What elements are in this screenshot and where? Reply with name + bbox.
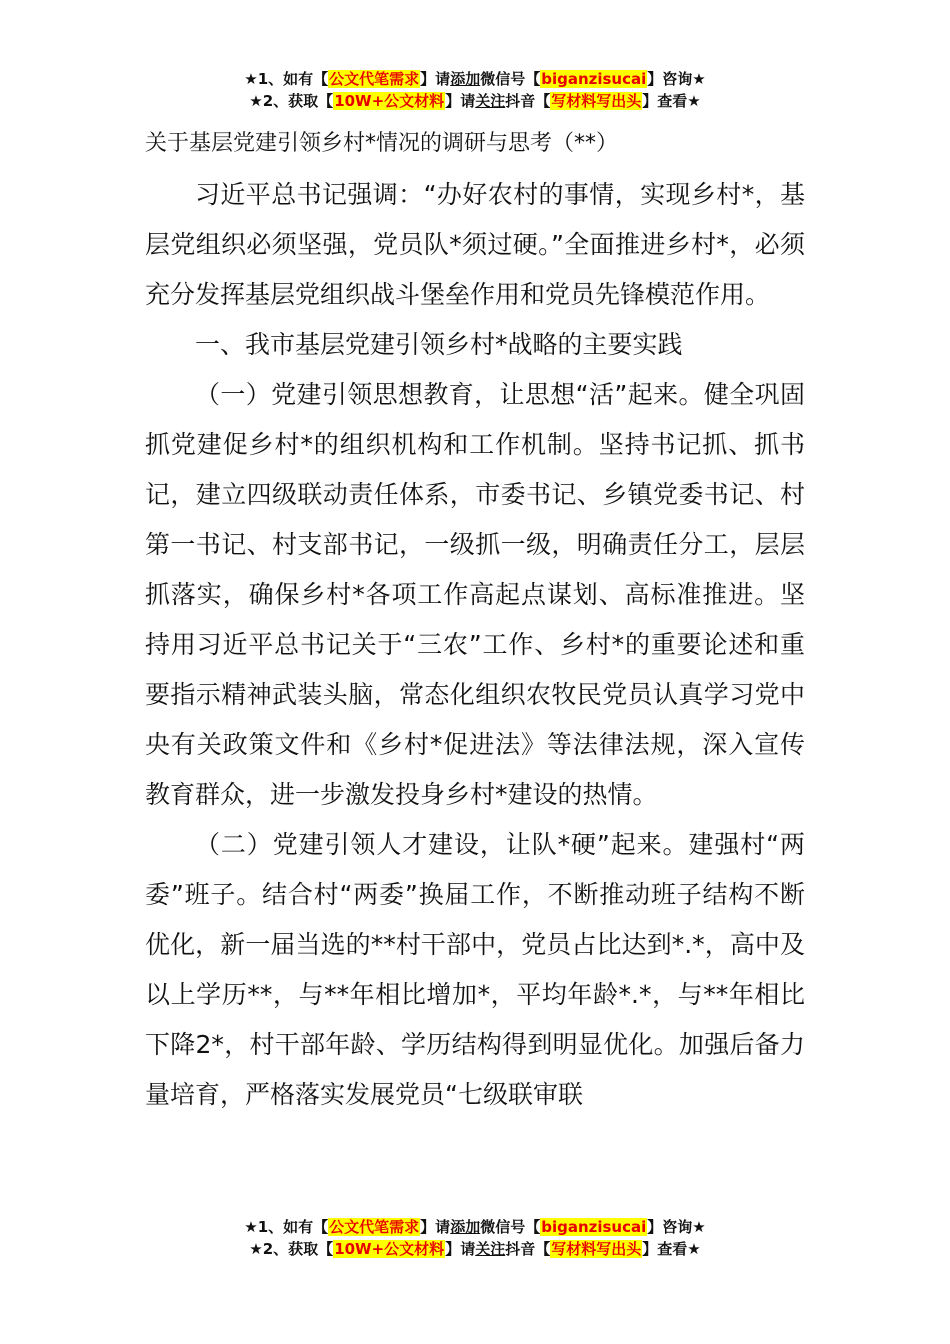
promo-text: 】请 — [445, 92, 476, 110]
promo-text: 抖音【 — [505, 92, 551, 110]
promo-highlight: 10W+公文材料 — [334, 1240, 445, 1258]
promo-text: 】咨询★ — [647, 1218, 706, 1236]
section-heading: 一、我市基层党建引领乡村*战略的主要实践 — [195, 330, 683, 359]
promo-highlight: biganzisucai — [541, 70, 647, 88]
promo-text: 】请 — [420, 70, 451, 88]
promo-underline: 关注 — [475, 1240, 506, 1258]
promo-line-2 — [0, 1238, 950, 1260]
promo-highlight: 公文代笔需求 — [329, 70, 420, 88]
promo-highlight: 写材料写出头 — [551, 1240, 642, 1258]
promo-text: 微信号【 — [480, 1218, 541, 1236]
promo-banner-bottom — [0, 1216, 950, 1260]
promo-line-2 — [0, 90, 950, 112]
promo-underline: 关注 — [475, 92, 506, 110]
promo-text: ★1、如有【 — [244, 70, 329, 88]
promo-text: 】查看★ — [642, 92, 701, 110]
promo-text: 微信号【 — [480, 70, 541, 88]
promo-banner-top — [0, 68, 950, 112]
promo-text: 】咨询★ — [647, 70, 706, 88]
promo-line-1 — [0, 1216, 950, 1238]
paragraph: 习近平总书记强调：“办好农村的事情，实现乡村*，基层党组织必须坚强，党员队*须过硬。”全面推进乡村*，必须充分发挥基层党组织战斗堡垒作用和党员先锋模范作用。 — [145, 180, 805, 309]
promo-text: 】查看★ — [642, 1240, 701, 1258]
document-title: 关于基层党建引领乡村*情况的调研与思考（**） — [145, 131, 619, 156]
promo-line-1 — [0, 68, 950, 90]
promo-text: ★1、如有【 — [244, 1218, 329, 1236]
promo-underline: 添加 — [450, 70, 481, 88]
promo-underline: 添加 — [450, 1218, 481, 1236]
paragraph: （二）党建引领人才建设，让队*硬”起来。建强村“两委”班子。结合村“两委”换届工作，不断推动班子结构不断优化，新一届当选的**村干部中，党员占比达到*.*，高中及以上学历**，与**年相比增加*，平均年龄*.*，与**年相比下降2*，村干部年龄、学历结构得到明显优化。加强后备力量培育，严格落实发展党员“七级联审联 — [145, 830, 805, 1109]
document-body — [145, 122, 805, 1120]
promo-text: 】请 — [420, 1218, 451, 1236]
promo-highlight: biganzisucai — [541, 1218, 647, 1236]
paragraph: （一）党建引领思想教育，让思想“活”起来。健全巩固抓党建促乡村*的组织机构和工作机制。坚持书记抓、抓书记，建立四级联动责任体系，市委书记、乡镇党委书记、村第一书记、村支部书记，一级抓一级，明确责任分工，层层抓落实，确保乡村*各项工作高起点谋划、高标准推进。坚持用习近平总书记关于“三农”工作、乡村*的重要论述和重要指示精神武装头脑，常态化组织农牧民党员认真学习党中央有关政策文件和《乡村*促进法》等法律法规，深入宣传教育群众，进一步激发投身乡村*建设的热情。 — [145, 380, 805, 809]
promo-highlight: 写材料写出头 — [551, 92, 642, 110]
promo-text: ★2、获取【 — [249, 92, 334, 110]
promo-text: 】请 — [445, 1240, 476, 1258]
promo-text: ★2、获取【 — [249, 1240, 334, 1258]
promo-text: 抖音【 — [505, 1240, 551, 1258]
promo-highlight: 10W+公文材料 — [334, 92, 445, 110]
promo-highlight: 公文代笔需求 — [329, 1218, 420, 1236]
